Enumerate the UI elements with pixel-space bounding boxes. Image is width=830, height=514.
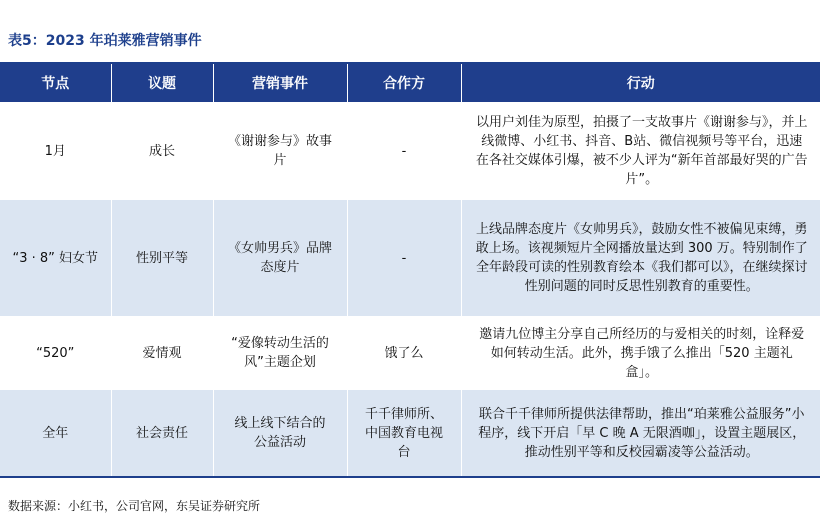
cell-action: 以用户刘佳为原型，拍摄了一支故事片《谢谢参与》，并上线微博、小红书、抖音、B站、微信视频号等平台，迅速在各社交媒体引爆，被不少人评为“新年首部最好哭的广告片”。 xyxy=(475,115,808,187)
cell-node: 全年 xyxy=(0,390,111,477)
table-row xyxy=(0,316,820,390)
table-row xyxy=(0,390,820,477)
table-title: 表5：2023 年珀莱雅营销事件 xyxy=(8,33,202,49)
header-topic: 议题 xyxy=(111,64,213,102)
cell-event: 线上线下结合的公益活动 xyxy=(213,390,347,477)
cell-event: “爱像转动生活的风”主题企划 xyxy=(213,316,347,390)
cell-partner: - xyxy=(347,102,461,200)
cell-node: 1月 xyxy=(0,102,111,200)
cell-topic: 爱情观 xyxy=(111,316,213,390)
cell-node: “3 · 8” 妇女节 xyxy=(0,200,111,316)
cell-topic: 社会责任 xyxy=(111,390,213,477)
cell-partner: 饿了么 xyxy=(347,316,461,390)
header-partner: 合作方 xyxy=(347,64,461,102)
header-event: 营销事件 xyxy=(213,64,347,102)
table-row xyxy=(0,102,820,200)
header-node: 节点 xyxy=(0,64,111,102)
cell-topic: 成长 xyxy=(111,102,213,200)
marketing-events-table xyxy=(0,64,820,478)
cell-action: 上线品牌态度片《女帅男兵》，鼓励女性不被偏见束缚，勇敢上场。该视频短片全网播放量达到 300 万。特别制作了全年龄段可读的性别教育绘本《我们都可以》，在继续探讨性别问题的同时反思性别教育的重要性。 xyxy=(461,200,820,316)
cell-event: 《谢谢参与》故事片 xyxy=(213,102,347,200)
cell-partner: - xyxy=(347,200,461,316)
cell-action: 联合千千律师所提供法律帮助，推出“珀莱雅公益服务”小程序，线下开启「早 C 晚 A 无限酒咖」，设置主题展区，推动性别平等和反校园霸凌等公益活动。 xyxy=(461,390,820,477)
data-source-note: 数据来源：小红书，公司官网，东吴证券研究所 xyxy=(8,499,261,513)
cell-topic: 性别平等 xyxy=(111,200,213,316)
cell-node: “520” xyxy=(0,316,111,390)
cell-partner: 千千律师所、中国教育电视台 xyxy=(347,390,461,477)
cell-action: 邀请九位博主分享自己所经历的与爱相关的时刻，诠释爱如何转动生活。此外，携手饿了么推出「520 主题礼盒」。 xyxy=(479,326,805,380)
cell-event: 《女帅男兵》品牌态度片 xyxy=(213,200,347,316)
table-header-row xyxy=(0,64,820,102)
table-row xyxy=(0,200,820,316)
header-action: 行动 xyxy=(461,64,820,102)
